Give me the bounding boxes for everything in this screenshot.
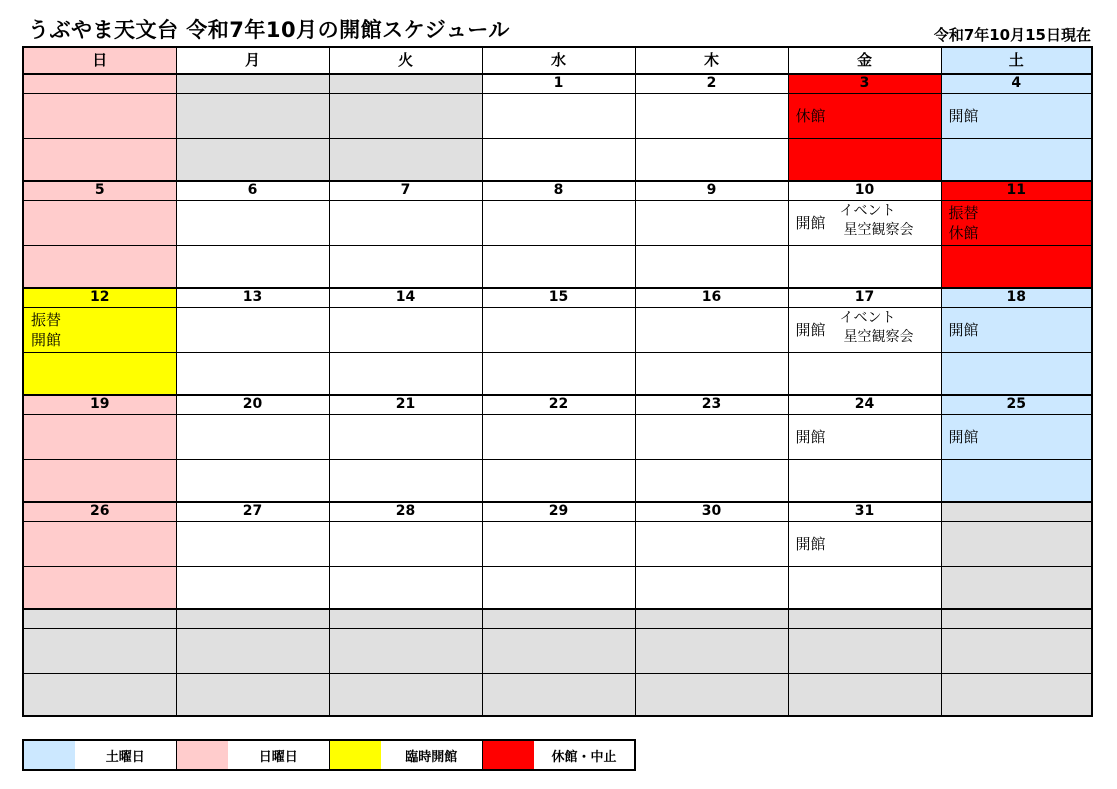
- day-cell-lower: [482, 673, 635, 716]
- day-cell-lower: [482, 566, 635, 609]
- day-cell-lower: [176, 566, 329, 609]
- day-number: [329, 74, 482, 93]
- day-number: 2: [635, 74, 788, 93]
- day-cell-lower: [635, 245, 788, 288]
- week-body-row: [23, 566, 1092, 609]
- event-label: イベント: [839, 309, 896, 326]
- day-number: 10: [788, 181, 941, 200]
- weekday-header: 金: [788, 47, 941, 74]
- day-cell-lower: [329, 566, 482, 609]
- legend-label: 休館・中止: [534, 740, 635, 770]
- day-cell: [941, 628, 1092, 673]
- week-body-row: [23, 93, 1092, 138]
- day-cell: [635, 200, 788, 245]
- day-cell-lower: [941, 352, 1092, 395]
- day-status-line: 振替: [31, 310, 62, 329]
- legend-label: 臨時開館: [381, 740, 482, 770]
- day-number: 13: [176, 288, 329, 307]
- day-number: 14: [329, 288, 482, 307]
- day-status: 開館: [795, 213, 826, 232]
- day-cell: [788, 307, 941, 352]
- day-number: 4: [941, 74, 1092, 93]
- day-cell-lower: [941, 245, 1092, 288]
- day-number: [23, 74, 176, 93]
- event-note: [839, 202, 914, 240]
- day-number: 6: [176, 181, 329, 200]
- day-number: 12: [23, 288, 176, 307]
- day-number: [635, 609, 788, 628]
- day-status: 開館: [795, 320, 826, 339]
- day-cell-lower: [788, 245, 941, 288]
- day-cell-lower: [941, 673, 1092, 716]
- day-cell: [329, 93, 482, 138]
- week-body-row: [23, 414, 1092, 459]
- day-cell-lower: [23, 245, 176, 288]
- day-cell: [635, 307, 788, 352]
- day-number: 24: [788, 395, 941, 414]
- day-cell-lower: [941, 459, 1092, 502]
- week-date-row: [23, 181, 1092, 200]
- day-cell: [329, 521, 482, 566]
- day-number: 7: [329, 181, 482, 200]
- day-number: 5: [23, 181, 176, 200]
- day-number: [941, 502, 1092, 521]
- day-number: 3: [788, 74, 941, 93]
- week-body-row: [23, 200, 1092, 245]
- day-cell-lower: [23, 566, 176, 609]
- week-body-row: [23, 673, 1092, 716]
- day-cell: [176, 307, 329, 352]
- day-cell-lower: [788, 673, 941, 716]
- day-cell-lower: [788, 138, 941, 181]
- day-cell: [23, 307, 176, 352]
- event-label: イベント: [839, 202, 896, 219]
- event-name: 星空観察会: [843, 221, 914, 238]
- day-cell-lower: [176, 459, 329, 502]
- weekday-header-row: [23, 47, 1092, 74]
- day-cell-lower: [23, 138, 176, 181]
- day-cell: [329, 200, 482, 245]
- day-cell-lower: [23, 459, 176, 502]
- day-cell: [635, 414, 788, 459]
- day-number: 30: [635, 502, 788, 521]
- day-number: 16: [635, 288, 788, 307]
- day-cell: [482, 93, 635, 138]
- day-number: 27: [176, 502, 329, 521]
- week-date-row: [23, 395, 1092, 414]
- day-number: 23: [635, 395, 788, 414]
- day-cell: [941, 414, 1092, 459]
- week-body-row: [23, 459, 1092, 502]
- day-number: [176, 609, 329, 628]
- day-cell: [176, 628, 329, 673]
- day-status-line: 振替: [948, 203, 979, 222]
- day-cell-lower: [635, 138, 788, 181]
- day-cell: [482, 414, 635, 459]
- day-status: 開館: [948, 106, 979, 125]
- event-note: [839, 309, 914, 347]
- event-name: 星空観察会: [843, 328, 914, 345]
- day-cell-lower: [23, 673, 176, 716]
- day-cell-lower: [329, 673, 482, 716]
- day-cell: [941, 200, 1092, 245]
- day-status: 休館: [795, 106, 826, 125]
- day-cell-lower: [176, 352, 329, 395]
- day-cell: [176, 521, 329, 566]
- day-cell-lower: [329, 459, 482, 502]
- week-body-row: [23, 138, 1092, 181]
- day-cell-lower: [635, 673, 788, 716]
- day-number: [788, 609, 941, 628]
- day-cell: [941, 521, 1092, 566]
- day-cell: [23, 628, 176, 673]
- day-number: 9: [635, 181, 788, 200]
- weekday-header: 木: [635, 47, 788, 74]
- day-cell-lower: [788, 459, 941, 502]
- day-number: 26: [23, 502, 176, 521]
- day-number: 18: [941, 288, 1092, 307]
- day-cell: [788, 93, 941, 138]
- day-cell: [482, 521, 635, 566]
- day-cell: [941, 93, 1092, 138]
- week-body-row: [23, 628, 1092, 673]
- week-body-row: [23, 245, 1092, 288]
- day-cell: [482, 307, 635, 352]
- weekday-header: 土: [941, 47, 1092, 74]
- weekday-header: 日: [23, 47, 176, 74]
- day-number: 1: [482, 74, 635, 93]
- day-cell-lower: [941, 138, 1092, 181]
- legend-swatch: [482, 740, 534, 770]
- day-cell-lower: [482, 138, 635, 181]
- day-cell: [176, 414, 329, 459]
- day-status: 開館: [948, 427, 979, 446]
- day-cell: [329, 628, 482, 673]
- week-date-row: [23, 74, 1092, 93]
- day-cell: [635, 93, 788, 138]
- day-cell-lower: [329, 138, 482, 181]
- day-status-line: 休館: [948, 223, 979, 242]
- day-number: 22: [482, 395, 635, 414]
- legend: [22, 739, 636, 771]
- day-cell-lower: [176, 138, 329, 181]
- legend-row: [23, 740, 635, 770]
- day-number: 15: [482, 288, 635, 307]
- week-date-row: [23, 288, 1092, 307]
- legend-swatch: [176, 740, 228, 770]
- day-cell-lower: [176, 245, 329, 288]
- day-number: 28: [329, 502, 482, 521]
- legend-label: 土曜日: [75, 740, 176, 770]
- day-status: [31, 310, 61, 350]
- weekday-header: 火: [329, 47, 482, 74]
- day-cell-lower: [482, 459, 635, 502]
- day-cell: [788, 200, 941, 245]
- day-number: [329, 609, 482, 628]
- week-date-row: [23, 502, 1092, 521]
- day-number: 11: [941, 181, 1092, 200]
- week-body-row: [23, 521, 1092, 566]
- day-cell-lower: [482, 352, 635, 395]
- day-status: 開館: [948, 320, 979, 339]
- weekday-header: 月: [176, 47, 329, 74]
- day-number: [23, 609, 176, 628]
- day-cell-lower: [23, 352, 176, 395]
- weekday-header: 水: [482, 47, 635, 74]
- day-cell-lower: [482, 245, 635, 288]
- day-cell-lower: [329, 245, 482, 288]
- day-cell: [23, 414, 176, 459]
- day-number: 29: [482, 502, 635, 521]
- day-cell-lower: [788, 352, 941, 395]
- day-status: 開館: [795, 534, 826, 553]
- day-cell: [788, 628, 941, 673]
- day-cell: [329, 414, 482, 459]
- week-body-row: [23, 307, 1092, 352]
- day-cell: [329, 307, 482, 352]
- day-number: 20: [176, 395, 329, 414]
- day-number: 8: [482, 181, 635, 200]
- legend-label: 日曜日: [228, 740, 329, 770]
- day-cell-lower: [635, 459, 788, 502]
- day-cell-lower: [941, 566, 1092, 609]
- day-cell: [635, 628, 788, 673]
- day-cell: [788, 521, 941, 566]
- day-cell: [23, 93, 176, 138]
- day-number: [941, 609, 1092, 628]
- calendar-table: [22, 46, 1093, 717]
- legend-swatch: [329, 740, 381, 770]
- day-cell: [788, 414, 941, 459]
- day-cell: [482, 628, 635, 673]
- day-status-line: 開館: [31, 330, 62, 349]
- day-cell: [23, 200, 176, 245]
- day-number: 19: [23, 395, 176, 414]
- day-number: 17: [788, 288, 941, 307]
- day-number: [482, 609, 635, 628]
- day-cell: [176, 200, 329, 245]
- day-cell: [482, 200, 635, 245]
- week-date-row: [23, 609, 1092, 628]
- as-of-date: 令和7年10月15日現在: [933, 26, 1091, 44]
- day-number: 25: [941, 395, 1092, 414]
- page-title: うぶやま天文台 令和7年10月の開館スケジュール: [28, 18, 510, 42]
- day-cell-lower: [635, 352, 788, 395]
- day-cell: [23, 521, 176, 566]
- day-status: [949, 203, 979, 243]
- day-cell-lower: [788, 566, 941, 609]
- day-cell: [941, 307, 1092, 352]
- day-number: [176, 74, 329, 93]
- day-cell-lower: [329, 352, 482, 395]
- day-cell: [176, 93, 329, 138]
- day-cell-lower: [176, 673, 329, 716]
- day-status: 開館: [795, 427, 826, 446]
- week-body-row: [23, 352, 1092, 395]
- day-number: 31: [788, 502, 941, 521]
- legend-swatch: [23, 740, 75, 770]
- day-cell: [635, 521, 788, 566]
- day-number: 21: [329, 395, 482, 414]
- day-cell-lower: [635, 566, 788, 609]
